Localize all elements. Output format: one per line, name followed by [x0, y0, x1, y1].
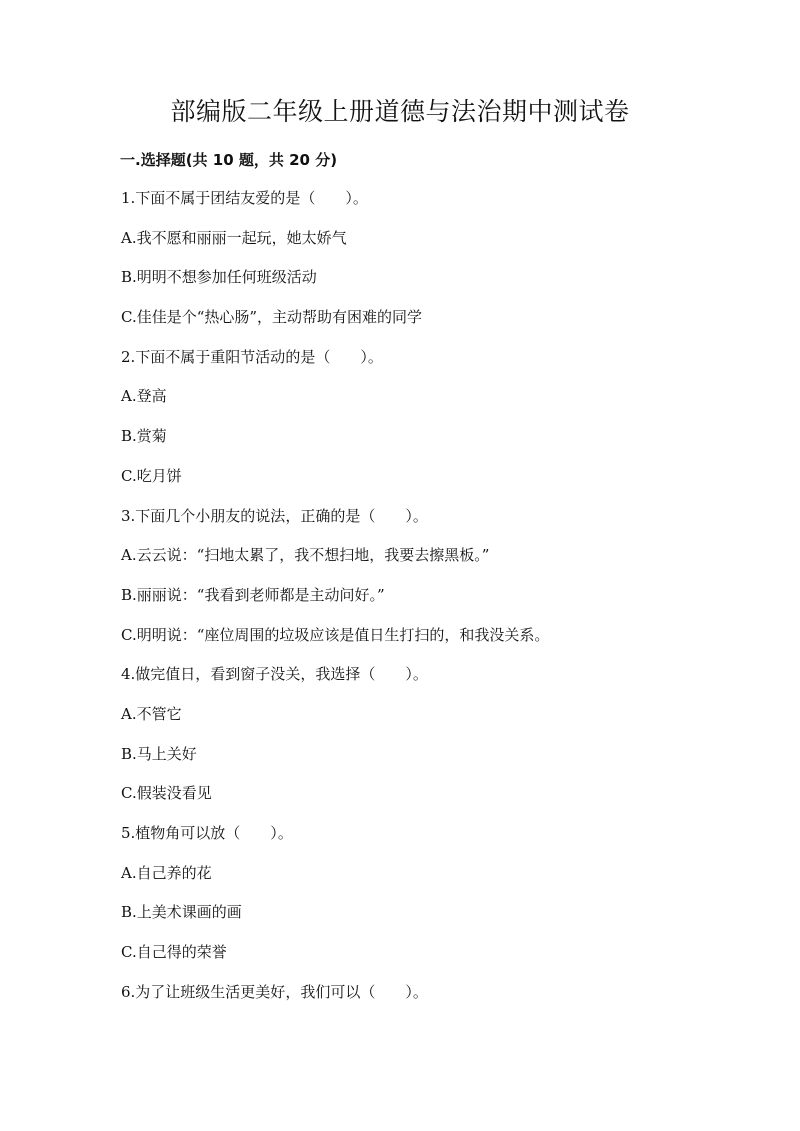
question-3-option-a: A.云云说：“扫地太累了，我不想扫地，我要去擦黑板。”: [121, 546, 490, 565]
question-1-stem: 1.下面不属于团结友爱的是（ ）。: [121, 189, 368, 207]
question-2-option-a: A.登高: [121, 387, 167, 406]
question-1-option-a: A.我不愿和丽丽一起玩，她太娇气: [121, 228, 347, 247]
question-list: [121, 188, 741, 1021]
question-2-option-b: B.赏菊: [121, 427, 167, 446]
question-4-option-c: C.假装没看见: [121, 784, 212, 803]
question-3-stem: 3.下面几个小朋友的说法，正确的是（ ）。: [121, 506, 428, 525]
question-5-option-a: A.自己养的花: [121, 863, 212, 882]
question-3-option-c: C.明明说：“座位周围的垃圾应该是值日生打扫的，和我没关系。: [121, 625, 550, 644]
question-5-option-c: C.自己得的荣誉: [121, 943, 227, 962]
question-1-option-c: C.佳佳是个“热心肠”，主动帮助有困难的同学: [121, 308, 423, 327]
question-4-option-b: B.马上关好: [121, 744, 197, 763]
question-1-option-b: B.明明不想参加任何班级活动: [121, 268, 317, 287]
question-2-option-c: C.吃月饼: [121, 466, 182, 485]
page-title: 部编版二年级上册道德与法治期中测试卷: [170, 97, 630, 126]
question-4-option-a: A.不管它: [121, 704, 182, 723]
question-6-stem: 6.为了让班级生活更美好，我们可以（ ）。: [121, 982, 428, 1001]
question-4-stem: 4.做完值日，看到窗子没关，我选择（ ）。: [121, 665, 428, 684]
section-header: 一.选择题(共 10 题，共 20 分): [120, 151, 338, 169]
question-3-option-b: B.丽丽说：“我看到老师都是主动问好。”: [121, 585, 385, 604]
question-5-stem: 5.植物角可以放（ ）。: [121, 824, 293, 842]
question-2-stem: 2.下面不属于重阳节活动的是（ ）。: [121, 347, 383, 366]
question-5-option-b: B.上美术课画的画: [121, 903, 242, 922]
